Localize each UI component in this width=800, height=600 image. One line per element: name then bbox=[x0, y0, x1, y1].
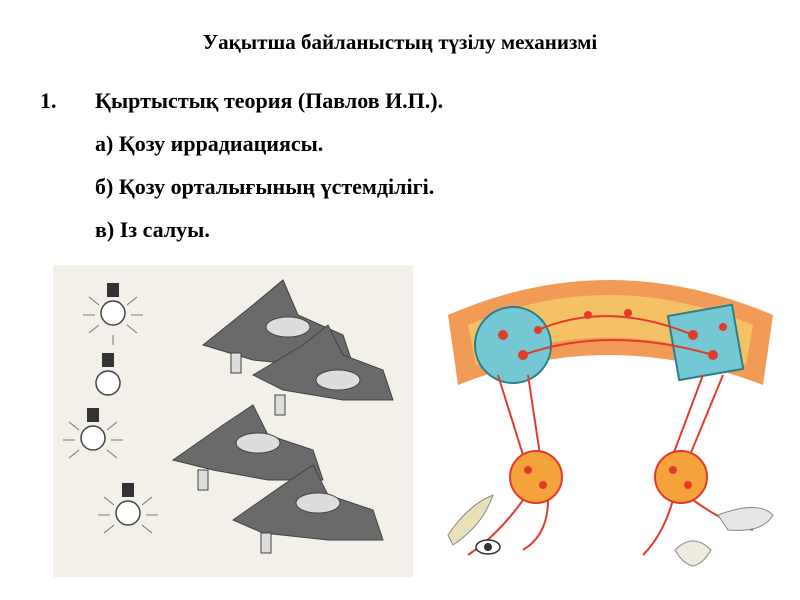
subitem-a: а) Қозу иррадиациясы. bbox=[95, 131, 324, 156]
list-number: 1. bbox=[40, 88, 57, 113]
list-heading: Қыртыстық теория (Павлов И.П.). bbox=[95, 88, 444, 113]
eye-icon bbox=[476, 540, 500, 554]
cortex-pathway-diagram bbox=[428, 265, 790, 577]
slide-title: Уақытша байланыстың түзілу механизмі bbox=[202, 30, 598, 54]
lightbulb-icon bbox=[63, 408, 123, 458]
lightbulb-icon bbox=[83, 283, 143, 345]
lightbulb-icon bbox=[98, 483, 158, 533]
tongue-icon bbox=[675, 541, 711, 566]
lightbulb-icon bbox=[96, 353, 120, 395]
pavlov-dog-illustration bbox=[53, 265, 413, 577]
subitem-c: в) Із салуы. bbox=[95, 217, 210, 242]
subitem-b: б) Қозу орталығының үстемділігі. bbox=[95, 174, 435, 199]
